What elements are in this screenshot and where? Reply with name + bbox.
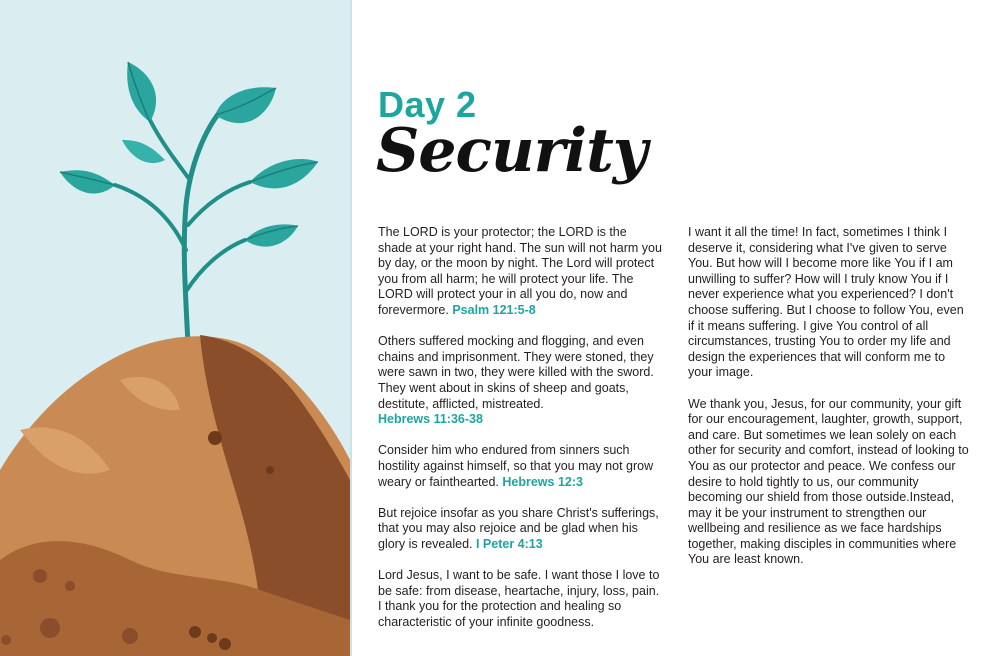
scripture-reference: Hebrews 12:3 xyxy=(502,474,583,489)
prayer-paragraph: We thank you, Jesus, for our community, your gift for our encouragement, laughter, growth, support, and care. But sometimes we lean solely on each other for security and comfort, instead of looking to You as our protector and peace. We confess our desire to hold tightly to us, our community becoming our shield from those outside.Instead, may it be your instrument to strengthen our wellbeing and resilience as we face hardships together, making disciples in communities where You are least known. xyxy=(688,396,969,567)
paragraph-text: Consider him who endured from sinners such hostility against himself, so that you may not grow weary or fainthearted. xyxy=(378,443,654,489)
prayer-paragraph: I want it all the time! In fact, sometimes I think I deserve it, considering what I've given to serve You. But how will I become more like You if I am unwilling to suffer? How will I truly know You if I never experience what you experienced? I don't choose suffering. But I choose to follow You, even if it means suffering. I give You control of all circumstances, trusting You to order my life and design the experiences that will conform me to your image. xyxy=(688,225,964,380)
scripture-paragraph xyxy=(378,334,663,428)
right-column xyxy=(688,225,970,584)
illustration-panel xyxy=(0,0,350,656)
paragraph-text: Others suffered mocking and flogging, and even chains and imprisonment. They were stoned, they were sawn in two, they were killed with the sword. They went about in skins of sheep and goats, destitute, afflicted, mistreated. xyxy=(378,334,654,411)
scripture-paragraph xyxy=(378,506,663,553)
scripture-reference: Hebrews 11:36-38 xyxy=(378,412,483,427)
prayer-paragraph xyxy=(378,568,663,630)
page-title: Security xyxy=(376,116,647,186)
sprout-in-soil-icon xyxy=(0,0,350,656)
scripture-paragraph xyxy=(378,225,663,319)
page-divider xyxy=(350,0,352,656)
paragraph-text: But rejoice insofar as you share Christ's sufferings, that you may also rejoice and be glad when his glory is revealed. xyxy=(378,505,659,551)
paragraph-text: The LORD is your protector; the LORD is the shade at your right hand. The sun will not harm you by day, or the moon by night. The Lord will protect you from all harm; he will protect your life. The LORD will protect your in all you do, now and forevermore. xyxy=(378,225,662,317)
scripture-reference: Psalm 121:5-8 xyxy=(452,302,536,317)
scripture-paragraph xyxy=(378,443,663,490)
day-label: Day 2 xyxy=(378,84,477,125)
paragraph-text: Lord Jesus, I want to be safe. I want those I love to be safe: from disease, heartache, injury, loss, pain. I thank you for the protection and healing so characteristic of your infinite goodness. xyxy=(378,568,660,629)
scripture-reference: I Peter 4:13 xyxy=(475,536,543,551)
left-column xyxy=(378,225,663,646)
